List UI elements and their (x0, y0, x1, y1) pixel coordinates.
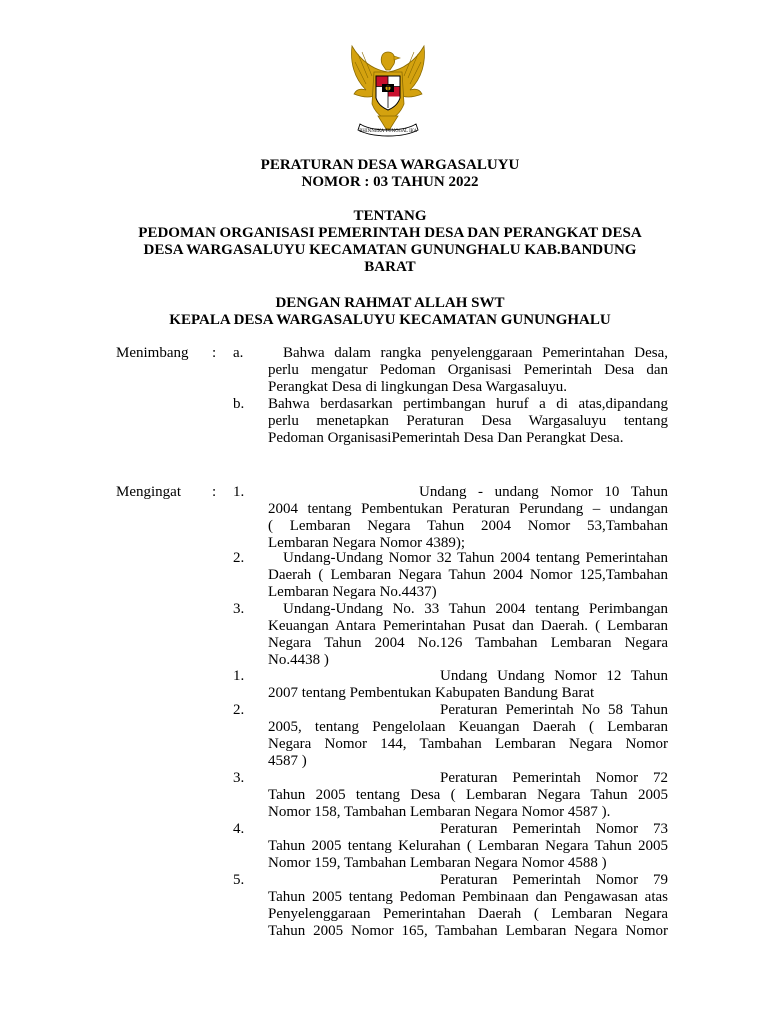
mengingat-item-num: 4. (233, 821, 245, 837)
mengingat-item (268, 821, 668, 872)
text-line: Tahun 2005 tentang Desa ( Lembaran Negara Tahun 2005 (268, 787, 668, 803)
mengingat-item-num: 3. (233, 770, 245, 786)
text-line: Tahun 2005 tentang Kelurahan ( Lembaran Negara Tahun 2005 (268, 838, 668, 854)
mengingat-item (268, 601, 668, 669)
text-line: Peraturan Pemerintah No 58 Tahun (440, 702, 668, 718)
text-line: 2007 tentang Pembentukan Kabupaten Bandung Barat (268, 685, 595, 701)
mengingat-label: Mengingat (116, 484, 181, 500)
menimbang-item-num: b. (233, 396, 245, 412)
text-line: perlu mengatur Pedoman Organisasi Pemerintah Desa dan (268, 362, 668, 378)
mengingat-item-num: 1. (233, 668, 245, 684)
mengingat-colon: : (212, 484, 217, 500)
text-line: Lembaran Negara Nomor 4389); (268, 535, 466, 551)
mengingat-item (268, 668, 668, 702)
text-line: Pedoman OrganisasiPemerintah Desa Dan Perangkat Desa. (268, 430, 624, 446)
about-line-1: PEDOMAN ORGANISASI PEMERINTAH DESA DAN PERANGKAT DESA (138, 225, 642, 241)
mengingat-item-num: 2. (233, 702, 245, 718)
text-line: Nomor 158, Tambahan Lembaran Negara Nomor 4587 ). (268, 804, 611, 820)
mengingat-item (268, 702, 668, 770)
text-line: Lembaran Negara No.4437) (268, 584, 437, 600)
text-line: perlu menetapkan Peraturan Desa Wargasaluyu tentang (268, 413, 668, 429)
text-line: 2005, tentang Pengelolaan Keuangan Daerah ( Lembaran (268, 719, 668, 735)
text-line: Keuangan Antara Pemerintahan Pusat dan Daerah. ( Lembaran (268, 618, 668, 634)
text-line: Negara Nomor 144, Tambahan Lembaran Negara Nomor (268, 736, 668, 752)
text-line: ( Lembaran Negara Tahun 2004 Nomor 53,Tambahan (268, 518, 668, 534)
mengingat-item-num: 1. (233, 484, 245, 500)
text-line: Undang Undang Nomor 12 Tahun (440, 668, 668, 684)
text-line: No.4438 ) (268, 652, 329, 668)
mengingat-item (268, 872, 668, 940)
about-label: TENTANG (353, 208, 427, 224)
text-line: Bahwa dalam rangka penyelenggaraan Pemerintahan Desa, (283, 345, 668, 361)
mengingat-item-num: 3. (233, 601, 245, 617)
grace-line-2: KEPALA DESA WARGASALUYU KECAMATAN GUNUNGHALU (169, 312, 611, 328)
grace-line-1: DENGAN RAHMAT ALLAH SWT (275, 295, 505, 311)
title-line-1: PERATURAN DESA WARGASALUYU (260, 157, 520, 173)
text-line: Tahun 2005 Nomor 165, Tambahan Lembaran Negara Nomor (268, 923, 668, 939)
text-line: Bahwa berdasarkan pertimbangan huruf a di atas,dipandang (268, 396, 668, 412)
text-line: Undang-Undang Nomor 32 Tahun 2004 tentang Pemerintahan (283, 550, 668, 566)
garuda-emblem-icon (338, 42, 438, 142)
title-line-2: NOMOR : 03 TAHUN 2022 (301, 174, 479, 190)
text-line: Peraturan Pemerintah Nomor 79 (440, 872, 668, 888)
text-line: Tahun 2005 tentang Pedoman Pembinaan dan Pengawasan atas (268, 889, 668, 905)
grace-block (0, 295, 768, 329)
mengingat-item-num: 2. (233, 550, 245, 566)
text-line: Peraturan Pemerintah Nomor 72 (440, 770, 668, 786)
text-line: Nomor 159, Tambahan Lembaran Negara Nomor 4588 ) (268, 855, 607, 871)
about-block (0, 208, 768, 276)
text-line: 2004 tentang Pembentukan Peraturan Perundang – undangan (268, 501, 668, 517)
emblem-motto: BHINNEKA TUNGGAL IKA (359, 128, 417, 133)
menimbang-colon: : (212, 345, 217, 361)
about-line-3: BARAT (364, 259, 416, 275)
text-line: Penyelenggaraan Pemerintahan Daerah ( Lembaran Negara (268, 906, 668, 922)
title-block (0, 157, 768, 191)
text-line: Negara Tahun 2004 No.126 Tambahan Lembaran Negara (268, 635, 668, 651)
about-line-2: DESA WARGASALUYU KECAMATAN GUNUNGHALU KAB.BANDUNG (143, 242, 637, 258)
text-line: Perangkat Desa di lingkungan Desa Wargasaluyu. (268, 379, 567, 395)
menimbang-label: Menimbang (116, 345, 189, 361)
mengingat-item (268, 770, 668, 821)
menimbang-item (268, 345, 668, 396)
text-line: Undang - undang Nomor 10 Tahun (419, 484, 668, 500)
text-line: 4587 ) (268, 753, 307, 769)
text-line: Undang-Undang No. 33 Tahun 2004 tentang Perimbangan (283, 601, 668, 617)
text-line: Peraturan Pemerintah Nomor 73 (440, 821, 668, 837)
mengingat-item-num: 5. (233, 872, 245, 888)
text-line: Daerah ( Lembaran Negara Tahun 2004 Nomor 125,Tambahan (268, 567, 668, 583)
mengingat-item (268, 550, 668, 601)
mengingat-item (268, 484, 668, 552)
menimbang-item (268, 396, 668, 447)
menimbang-item-num: a. (233, 345, 244, 361)
